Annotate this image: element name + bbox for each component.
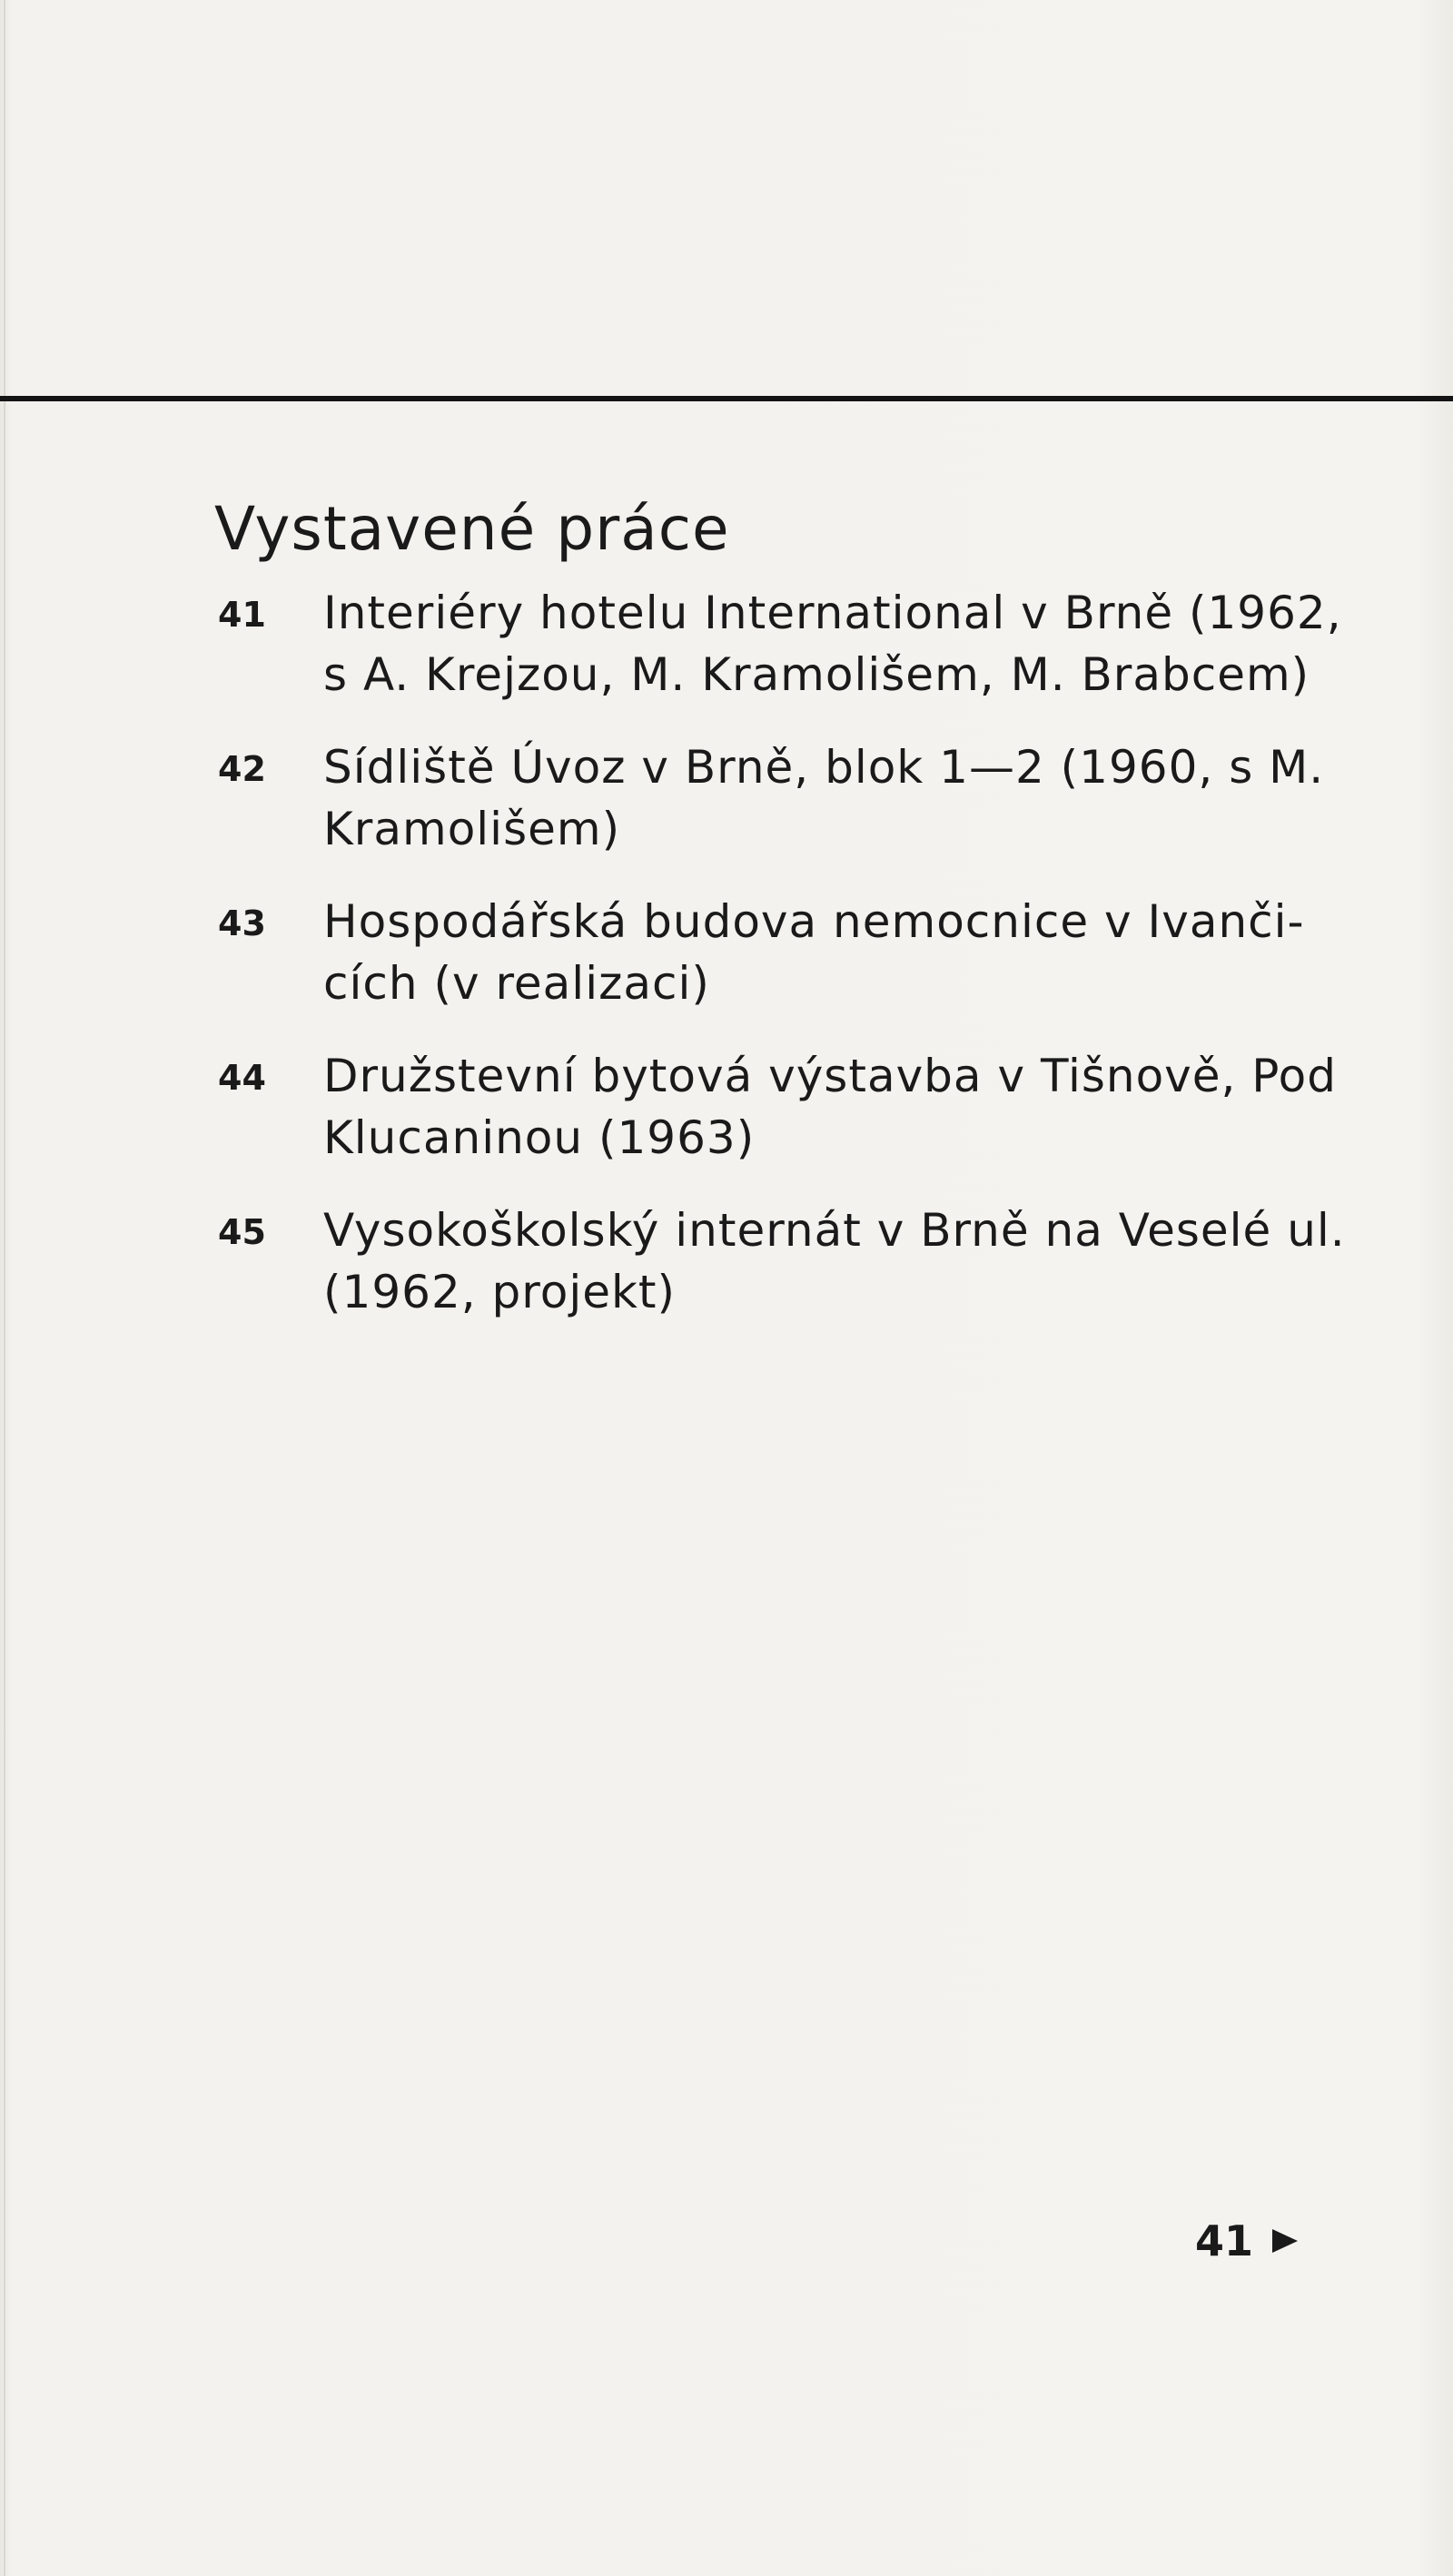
triangle-right-icon	[1270, 2226, 1300, 2255]
entry-text-line: Družstevní bytová výstavba v Tišnově, Pod	[323, 1050, 1337, 1102]
entry-text-line: (1962, projekt)	[323, 1266, 677, 1318]
section-title: Vystavené práce	[214, 494, 730, 565]
entry-number: 45	[218, 1212, 266, 1252]
entry-text-line: Interiéry hotelu International v Brně (1962,	[323, 587, 1342, 639]
entry-number: 41	[218, 595, 266, 635]
entry-text-line: cích (v realizaci)	[323, 957, 710, 1010]
entry-number: 44	[218, 1058, 266, 1098]
page-edge	[4, 0, 5, 2576]
page-number: 41	[1195, 2216, 1254, 2265]
entry-number: 43	[218, 903, 266, 943]
header-rule	[0, 396, 1453, 401]
page-footer	[1195, 2216, 1300, 2266]
entry-text-line: Kramolišem)	[323, 803, 621, 855]
entry-text-line: Klucaninou (1963)	[323, 1111, 756, 1164]
entry-text-line: Vysokoškolský internát v Brně na Veselé ul.	[323, 1204, 1346, 1257]
entry-text-line: Hospodářská budova nemocnice v Ivanči-	[323, 895, 1305, 948]
entry-text-line: s A. Krejzou, M. Kramolišem, M. Brabcem)	[323, 648, 1310, 701]
entry-number: 42	[218, 749, 266, 789]
entry-text-line: Sídliště Úvoz v Brně, blok 1—2 (1960, s M.	[323, 741, 1325, 794]
